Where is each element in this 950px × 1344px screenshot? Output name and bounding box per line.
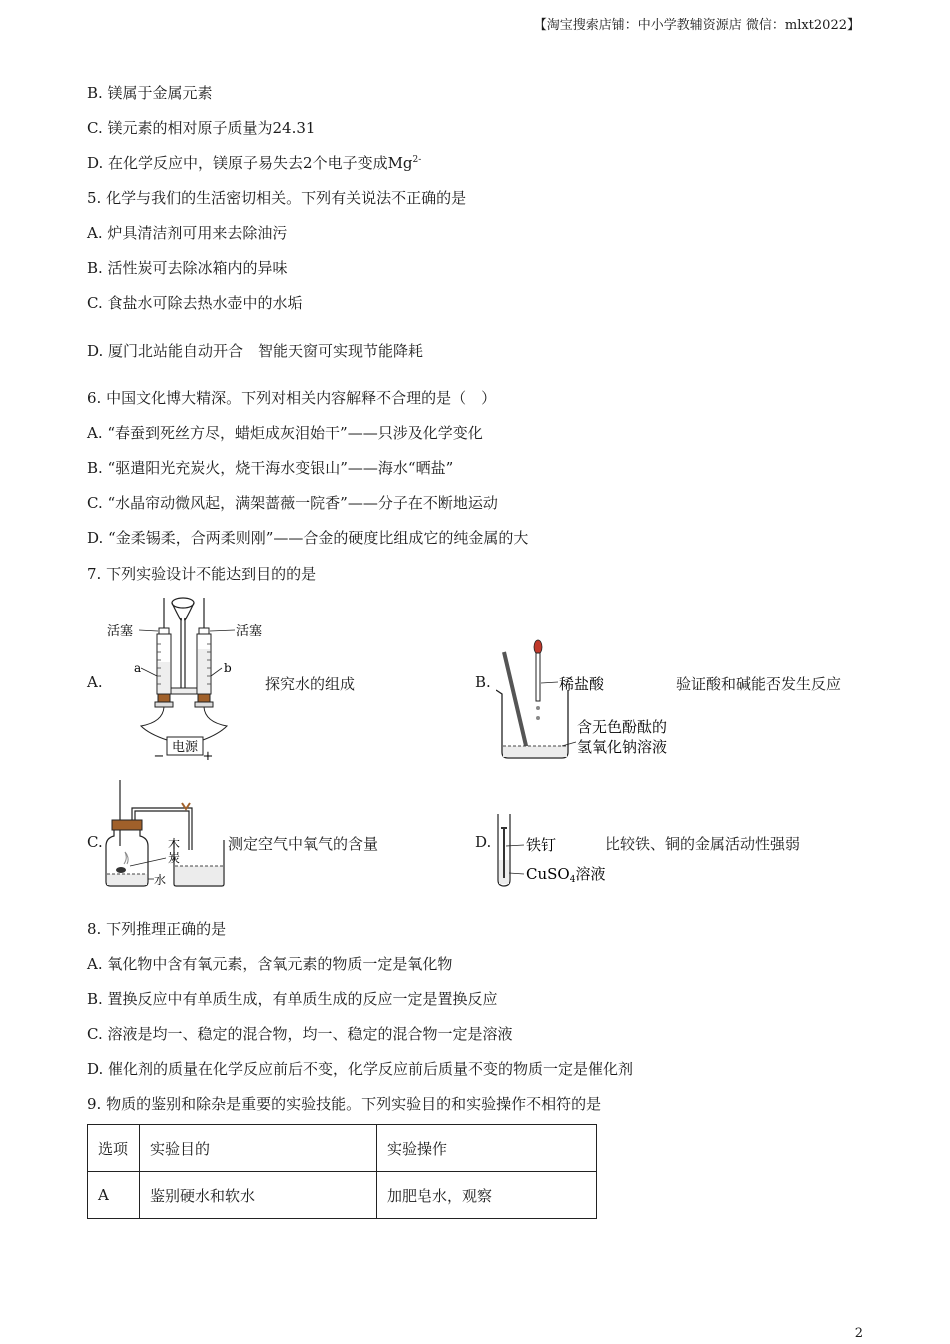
q8-option-d: D. 催化剂的质量在化学反应前后不变，化学反应前后质量不变的物质一定是催化剂	[87, 1060, 634, 1078]
q6-stem: 6. 中国文化博大精深。下列对相关内容解释不合理的是（ ）	[87, 389, 497, 407]
electrolysis-apparatus-figure	[105, 594, 270, 766]
tube-b-label: b	[224, 661, 232, 675]
phenolphthalein-label-1: 含无色酚酞的	[577, 718, 668, 736]
q4-option-d-charge: 2-	[412, 155, 422, 165]
table-header-cell: 实验目的	[140, 1125, 377, 1172]
phenolphthalein-label-2: 氢氧化钠溶液	[577, 738, 668, 756]
q6-option-d: D. “金柔锡柔，合两柔则刚”——合金的硬度比组成它的纯金属的大	[87, 529, 529, 547]
table-header-row	[88, 1125, 597, 1172]
q7-a-desc: 探究水的组成	[265, 675, 356, 693]
power-supply-label: 电源	[171, 740, 199, 755]
q5-option-a: A. 炉具清洁剂可用来去除油污	[87, 224, 288, 242]
q8-option-b: B. 置换反应中有单质生成，有单质生成的反应一定是置换反应	[87, 990, 498, 1008]
table-cell: 加肥皂水，观察	[377, 1172, 597, 1219]
q5-option-b: B. 活性炭可去除冰箱内的异味	[87, 259, 288, 277]
water-label: 水	[154, 873, 167, 887]
iron-copper-test-tube-figure	[494, 812, 614, 892]
q5-option-d: D. 厦门北站能自动开合 智能天窗可实现节能降耗	[87, 342, 424, 360]
q7-stem: 7. 下列实验设计不能达到目的的是	[87, 565, 317, 583]
cuso4-solution-label	[526, 865, 605, 885]
q9-options-table	[87, 1124, 597, 1219]
charcoal-label-2: 炭	[168, 851, 181, 865]
cuso4-subscript: 4	[569, 875, 576, 885]
q7-b-letter: B.	[475, 673, 491, 691]
positive-terminal: +	[202, 749, 214, 764]
oxygen-content-apparatus-figure	[104, 778, 229, 890]
q8-option-c: C. 溶液是均一、稳定的混合物，均一、稳定的混合物一定是溶液	[87, 1025, 513, 1043]
right-valve-label: 活塞	[236, 624, 263, 639]
q4-option-b: B. 镁属于金属元素	[87, 84, 213, 102]
q6-option-a: A. “春蚕到死丝方尽，蜡炬成灰泪始干”——只涉及化学变化	[87, 424, 483, 442]
q7-a-letter: A.	[87, 673, 103, 691]
q9-stem: 9. 物质的鉴别和除杂是重要的实验技能。下列实验目的和实验操作不相符的是	[87, 1095, 602, 1113]
table-header-cell: 实验操作	[377, 1125, 597, 1172]
table-header-cell: 选项	[88, 1125, 140, 1172]
cuso4-formula: CuSO	[526, 865, 570, 883]
q4-option-d	[87, 152, 421, 173]
q7-b-desc: 验证酸和碱能否发生反应	[676, 675, 842, 693]
cuso4-solution-word: 溶液	[575, 865, 606, 883]
page-header: 【淘宝搜索店铺：中小学教辅资源店 微信：mlxt2022】	[533, 18, 860, 33]
q8-option-a: A. 氧化物中含有氧元素，含氧元素的物质一定是氧化物	[87, 955, 453, 973]
table-cell: 鉴别硬水和软水	[140, 1172, 377, 1219]
q6-option-c: C. “水晶帘动微风起，满架蔷薇一院香”——分子在不断地运动	[87, 494, 498, 512]
negative-terminal: −	[153, 749, 165, 764]
tube-a-label: a	[134, 661, 142, 675]
q5-stem: 5. 化学与我们的生活密切相关。下列有关说法不正确的是	[87, 189, 467, 207]
q4-option-d-text: D. 在化学反应中，镁原子易失去2个电子变成Mg	[87, 154, 413, 172]
q7-c-letter: C.	[87, 833, 103, 851]
q7-d-desc: 比较铁、铜的金属活动性强弱	[605, 835, 801, 853]
left-valve-label: 活塞	[107, 624, 134, 639]
charcoal-label-1: 木	[168, 837, 181, 851]
table-cell: A	[88, 1172, 140, 1219]
q4-option-c: C. 镁元素的相对原子质量为24.31	[87, 119, 316, 137]
q7-c-desc: 测定空气中氧气的含量	[228, 835, 379, 853]
q6-option-b: B. “驱遣阳光充炭火，烧干海水变银山”——海水“晒盐”	[87, 459, 454, 477]
page-number: 2	[854, 1326, 863, 1341]
table-row	[88, 1172, 597, 1219]
iron-nail-label: 铁钉	[526, 836, 557, 854]
acid-base-beaker-figure	[496, 638, 686, 763]
q7-d-letter: D.	[475, 833, 492, 851]
dilute-hcl-label: 稀盐酸	[559, 675, 605, 693]
q5-option-c: C. 食盐水可除去热水壶中的水垢	[87, 294, 303, 312]
q8-stem: 8. 下列推理正确的是	[87, 920, 227, 938]
